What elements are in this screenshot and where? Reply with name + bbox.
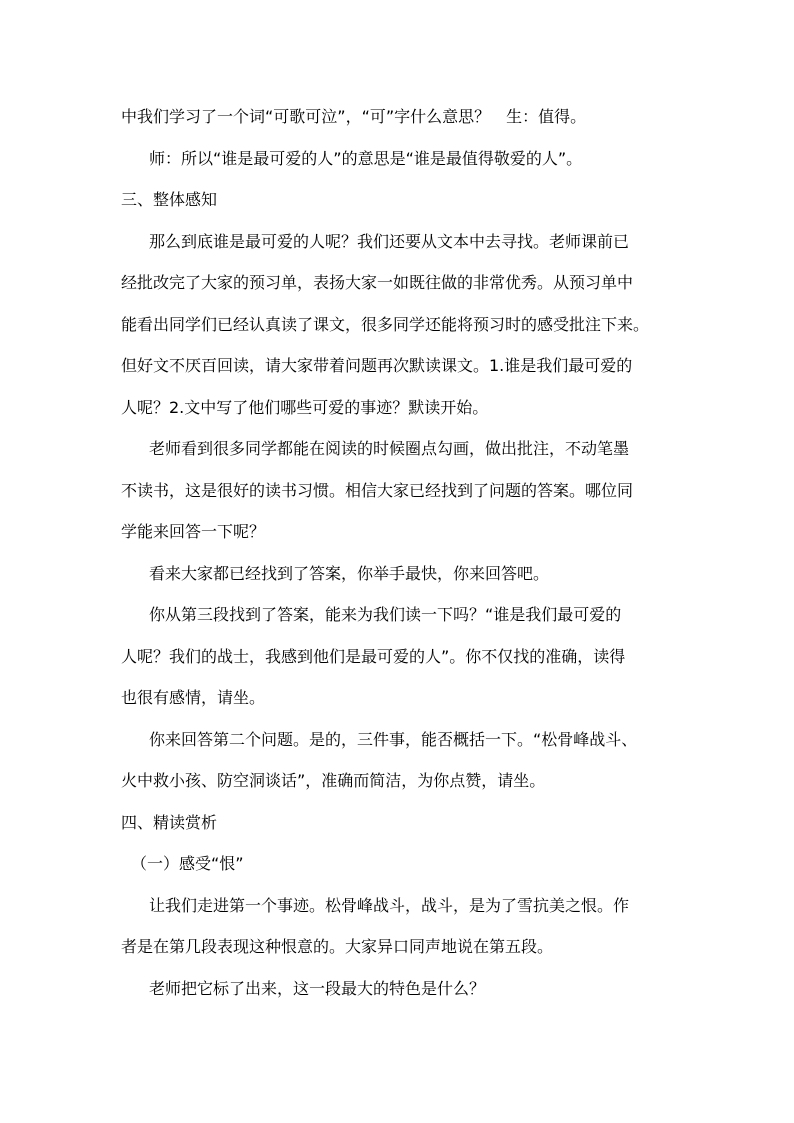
text-line: 者是在第几段表现这种恨意的。大家异口同声地说在第五段。: [121, 937, 554, 956]
section-heading: 三、整体感知: [121, 190, 218, 209]
text-line: 也很有感情，请坐。: [121, 688, 266, 707]
subsection-heading: （一）感受“恨”: [131, 854, 244, 873]
text-line: 能看出同学们已经认真读了课文，很多同学还能将预习时的感受批注下来。: [121, 314, 650, 334]
text-line: 人呢？2.文中写了他们哪些可爱的事迹？默读开始。: [121, 397, 489, 417]
text-line: 你从第三段找到了答案，能来为我们读一下吗？“谁是我们最可爱的: [149, 605, 622, 624]
text-line: 学能来回答一下呢？: [121, 522, 266, 541]
text-line: 看来大家都已经找到了答案，你举手最快，你来回答吧。: [149, 563, 550, 583]
section-heading: 四、精读赏析: [121, 812, 218, 832]
text-line: 那么到底谁是最可爱的人呢？我们还要从文本中去寻找。老师课前已: [149, 231, 630, 251]
text-line: 老师把它标了出来，这一段最大的特色是什么？: [149, 978, 486, 998]
text-line: 你来回答第二个问题。是的，三件事，能否概括一下。“松骨峰战斗、: [149, 729, 638, 749]
text-line: 但好文不厌百回读，请大家带着问题再次默读课文。1.谁是我们最可爱的: [121, 356, 633, 375]
text-line: 火中救小孩、防空洞谈话”，准确而简洁，为你点赞，请坐。: [121, 771, 546, 790]
text-line: 经批改完了大家的预习单，表扬大家一如既往做的非常优秀。从预习单中: [121, 273, 634, 292]
text-line: 师：所以“谁是最可爱的人”的意思是“谁是最值得敬爱的人”。: [149, 148, 583, 168]
text-line: 人呢？我们的战士，我感到他们是最可爱的人”。你不仅找的准确，读得: [121, 646, 626, 666]
document-body: [121, 101, 677, 1004]
text-line: 让我们走进第一个事迹。松骨峰战斗，战斗，是为了雪抗美之恨。作: [149, 895, 630, 915]
text-line: 不读书，这是很好的读书习惯。相信大家已经找到了问题的答案。哪位同: [121, 480, 634, 500]
text-line: 老师看到很多同学都能在阅读的时候圈点勾画，做出批注，不动笔墨: [149, 439, 630, 458]
text-line: 中我们学习了一个词“可歌可泣”，“可”字什么意思？ 生：值得。: [121, 107, 587, 126]
